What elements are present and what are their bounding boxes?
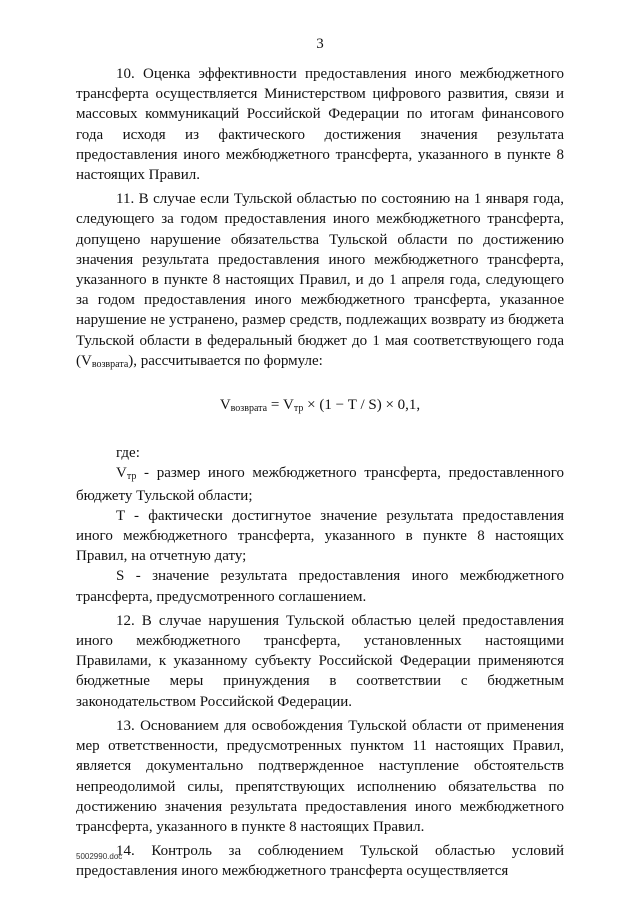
paragraph-10: 10. Оценка эффективности предоставления иного межбюджетного трансферта осуществляется Министерством цифрового развития, связи и массовых коммуникаций Российской Федерации по итогам финансового года исходя из фактического достижения значения результата предоставления иного межбюджетного трансферта, указанного в пункте 8 настоящих Правил. (76, 66, 564, 184)
formula-sub-tr: тр (293, 403, 304, 415)
document-footer-filename: 5002990.doc (76, 852, 123, 861)
paragraph-13: 13. Основанием для освобождения Тульской области от применения мер ответственности, предусмотренных пунктом 11 настоящих Правил, является документально подтвержденное наступление обстоятельств непреодолимой силы, препятствующих исполнению обязательства по достижению значения результата предоставления иного межбюджетного трансферта, указанного в пункте 8 настоящих Правил. (76, 717, 564, 835)
definition-vtr-v: V (116, 465, 127, 482)
definition-vtr-sub: тр (126, 471, 137, 483)
formula-v: V (219, 397, 231, 414)
formula-eq: = V (267, 397, 294, 414)
formula-sub-return: возврата (230, 403, 268, 415)
definition-vtr-text: - размер иного межбюджетного трансферта, предоставленного бюджету Тульской области; (76, 465, 564, 504)
paragraph-11-subscript: возврата (91, 358, 129, 370)
return-formula (76, 395, 564, 417)
formula-rest: × (1 − T / S) × 0,1, (303, 397, 421, 414)
paragraph-11 (76, 189, 564, 373)
definition-t: T - фактически достигнутое значение результата предоставления иного межбюджетного трансферта, указанного в пункте 8 настоящих Правил, на отчетную дату; (76, 507, 564, 565)
where-label: где: (116, 445, 140, 462)
paragraph-11-text: 11. В случае если Тульской областью по состоянию на 1 января года, следующего за годом предоставления иного межбюджетного трансферта, допущено нарушение обязательства Тульской области по достижению значения результата предоставления иного межбюджетного трансферта, указанного в пункте 8 настоящих Правил, и до 1 апреля года, следующего за годом предоставления иного межбюджетного трансферта, указанное нарушение не устранено, размер средств, подлежащих возврату из бюджета Тульской области в федеральный бюджет до 1 мая соответствующего года (V (76, 191, 564, 369)
paragraph-11-tail: ), рассчитывается по формуле: (128, 352, 323, 369)
definition-vtr (76, 463, 564, 505)
definition-s: S - значение результата предоставления иного межбюджетного трансферта, предусмотренного соглашением. (76, 568, 564, 605)
paragraph-12: 12. В случае нарушения Тульской областью целей предоставления иного межбюджетного трансферта, установленных настоящими Правилами, к указанному субъекту Российской Федерации применяются бюджетные меры принуждения в соответствии с бюджетным законодательством Российской Федерации. (76, 612, 564, 710)
page-number: 3 (316, 36, 324, 52)
paragraph-14: 14. Контроль за соблюдением Тульской областью условий предоставления иного межбюджетного трансферта осуществляется (76, 843, 564, 880)
document-body (76, 64, 564, 882)
